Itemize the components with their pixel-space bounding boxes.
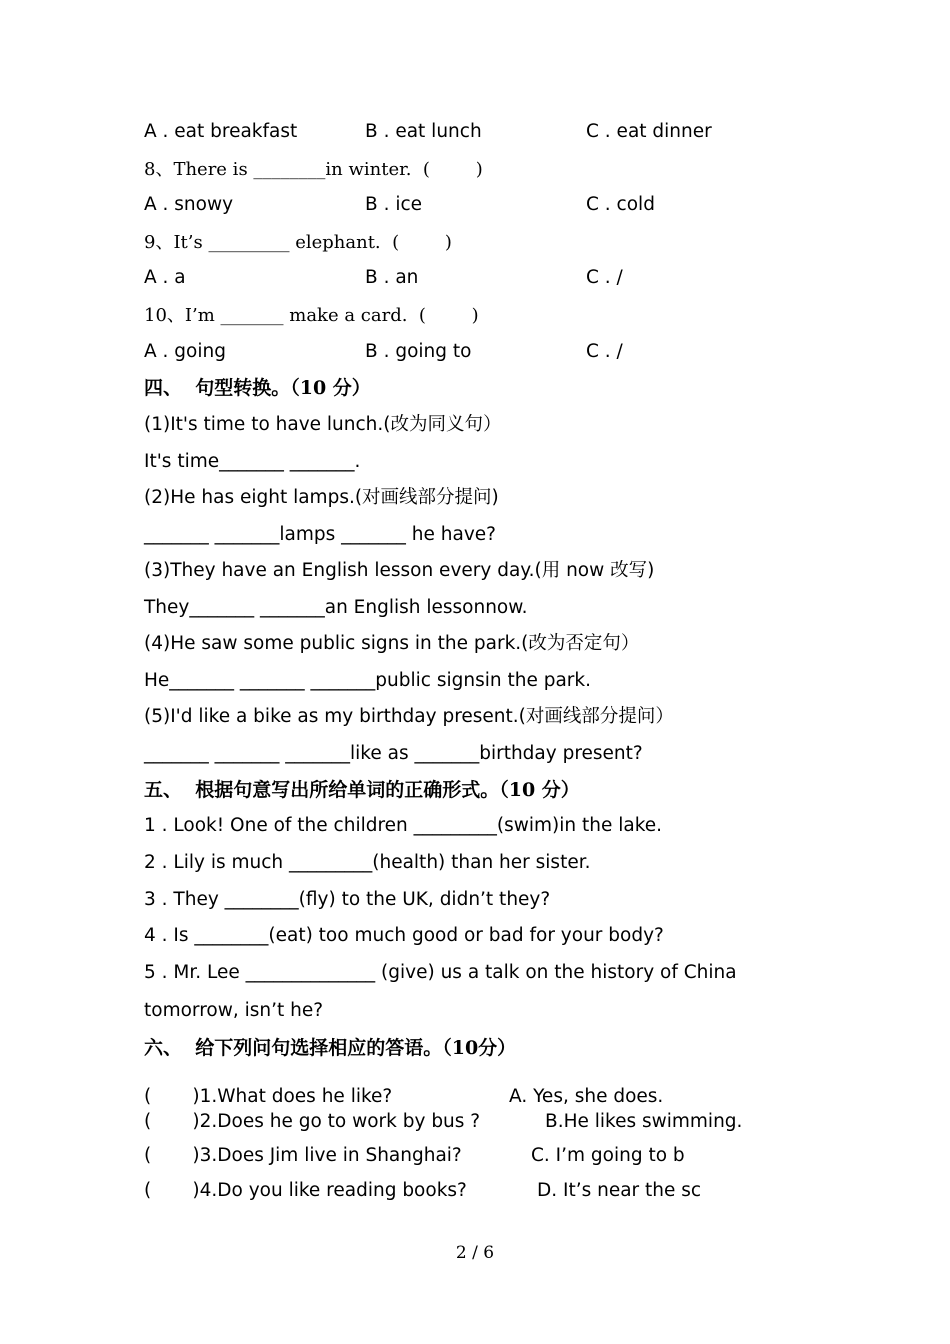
- section6-answer: D. It’s near the sc: [537, 1180, 702, 1201]
- q8-option-a: A . snowy: [144, 194, 234, 215]
- section4-item: (3)They have an English lesson every day.(用 now 改写): [144, 560, 655, 581]
- q9-stem: 9、It’s _________ elephant. ( ): [144, 232, 452, 253]
- q8-stem: 8、There is ________in winter. ( ): [144, 159, 483, 180]
- page-number: 2 / 6: [455, 1243, 495, 1263]
- q7-option-b: B . eat lunch: [365, 121, 482, 142]
- q8-option-c: C . cold: [586, 194, 655, 215]
- q10-option-a: A . going: [144, 341, 226, 362]
- section4-item: (2)He has eight lamps.(对画线部分提问): [144, 487, 499, 508]
- q7-option-a: A . eat breakfast: [144, 121, 298, 142]
- section4-item: It's time_______ _______.: [144, 451, 361, 472]
- section6-question: ( )2.Does he go to work by bus ?: [144, 1111, 481, 1132]
- section4-item: He_______ _______ _______public signsin the park.: [144, 670, 591, 691]
- q10-stem: 10、I’m _______ make a card. ( ): [144, 305, 479, 326]
- section4-heading: 四、 句型转换。（10 分）: [144, 377, 371, 399]
- section6-heading: 六、 给下列问句选择相应的答语。（10分）: [144, 1037, 517, 1059]
- section4-item: (1)It's time to have lunch.(改为同义句）: [144, 414, 502, 435]
- q8-option-b: B . ice: [365, 194, 423, 215]
- q9-option-c: C . /: [586, 267, 623, 288]
- section6-question: ( )3.Does Jim live in Shanghai?: [144, 1145, 462, 1166]
- section5-item: 5 . Mr. Lee ______________ (give) us a talk on the history of China: [144, 962, 737, 983]
- section6-answer: C. I’m going to b: [531, 1145, 685, 1166]
- section6-question: ( )1.What does he like?: [144, 1086, 393, 1107]
- section5-item: tomorrow, isn’t he?: [144, 1000, 324, 1021]
- section6-answer: B.He likes swimming.: [545, 1111, 743, 1132]
- section5-item: 2 . Lily is much _________(health) than her sister.: [144, 852, 591, 873]
- section4-item: (4)He saw some public signs in the park.(改为否定句）: [144, 633, 640, 654]
- section5-item: 3 . They ________(fly) to the UK, didn’t they?: [144, 889, 551, 910]
- section4-item: They_______ _______an English lessonnow.: [144, 597, 528, 618]
- section6-answer: A. Yes, she does.: [509, 1086, 664, 1107]
- q7-option-c: C . eat dinner: [586, 121, 712, 142]
- q10-option-c: C . /: [586, 341, 623, 362]
- section4-item: (5)I'd like a bike as my birthday present.(对画线部分提问）: [144, 706, 674, 727]
- section5-item: 1 . Look! One of the children _________(swim)in the lake.: [144, 815, 663, 836]
- section5-heading: 五、 根据句意写出所给单词的正确形式。（10 分）: [144, 779, 580, 801]
- q9-option-b: B . an: [365, 267, 419, 288]
- section4-item: _______ _______lamps _______ he have?: [144, 524, 496, 545]
- q10-option-b: B . going to: [365, 341, 472, 362]
- section4-item: _______ _______ _______like as _______birthday present?: [144, 743, 643, 764]
- section6-question: ( )4.Do you like reading books?: [144, 1180, 467, 1201]
- section5-item: 4 . Is ________(eat) too much good or bad for your body?: [144, 925, 664, 946]
- q9-option-a: A . a: [144, 267, 186, 288]
